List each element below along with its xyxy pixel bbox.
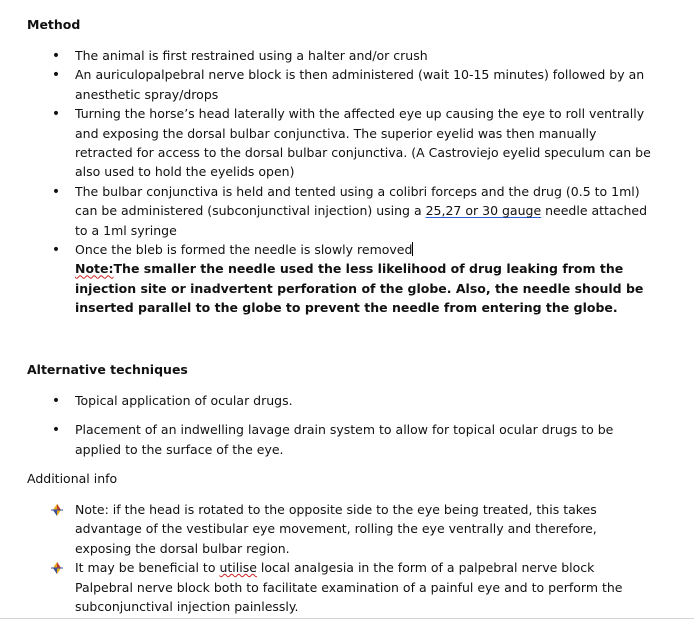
bullet-icon — [51, 240, 61, 260]
diamond-arrow-bullet-icon — [50, 561, 64, 575]
bullet-icon — [51, 65, 61, 85]
bullet-icon — [51, 104, 61, 124]
text-cursor — [412, 242, 413, 256]
list-item: • Placement of an indwelling lavage drain system to allow for topical ocular drugs to be applied to the surface of the eye. — [0, 420, 694, 459]
bullet-icon — [51, 46, 61, 66]
alternative-list — [0, 391, 694, 459]
list-item: • Topical application of ocular drugs. — [0, 391, 694, 410]
list-item: • The bulbar conjunctiva is held and tented using a colibri forceps and the drug (0.5 to 1ml) can be administered (subconjunctival injection) using a 25,27 or 30 gauge needle attached to a 1ml syringe — [0, 182, 694, 240]
list-item: • Turning the horse’s head laterally with the affected eye up causing the eye to roll ventrally and exposing the dorsal bulbar conjunctiva. The superior eyelid was then manually retracted for access to the dorsal bulbar conjunctiva. (A Castroviejo eyelid speculum can be also used to hold the eyelids open) — [0, 104, 694, 182]
list-item: Note: if the head is rotated to the opposite side to the eye being treated, this takes advantage of the vestibular eye movement, rolling the eye ventrally and therefore, exposing the dorsal bulbar region. — [0, 500, 694, 558]
additional-list — [0, 500, 694, 616]
bullet-icon — [51, 391, 61, 411]
gauge-text: 25,27 or 30 gauge — [425, 203, 542, 219]
list-item: It may be beneficial to utilise local analgesia in the form of a palpebral nerve block Palpebral nerve block both to facilitate examination of a painful eye and to perform the subconjunctival injection painlessly. — [0, 558, 694, 616]
note-text: Note:The smaller the needle used the less likelihood of drug leaking from the injection site or inadvertent perforation of the globe. Also, the needle should be inserted parallel to the globe to prevent the needle from entering the globe. — [75, 261, 644, 316]
spellcheck-word: utilise — [219, 560, 257, 576]
list-item: • An auriculopalpebral nerve block is then administered (wait 10-15 minutes) followed by an anesthetic spray/drops — [0, 65, 694, 104]
list-item: • Once the bleb is formed the needle is slowly removed Note:The smaller the needle used the less likelihood of drug leaking from the injection site or inadvertent perforation of the globe. Also, the needle should be inserted parallel to the globe to prevent the needle from entering the globe. — [0, 240, 694, 318]
bullet-icon — [51, 420, 61, 440]
list-item: • The animal is first restrained using a halter and/or crush — [0, 46, 694, 65]
method-heading: Method — [27, 17, 81, 32]
page-bottom-rule — [0, 618, 694, 619]
diamond-arrow-bullet-icon — [50, 503, 64, 517]
additional-heading: Additional info — [27, 471, 118, 486]
method-list — [0, 46, 694, 318]
bullet-icon — [51, 182, 61, 202]
alternative-heading: Alternative techniques — [27, 362, 188, 377]
